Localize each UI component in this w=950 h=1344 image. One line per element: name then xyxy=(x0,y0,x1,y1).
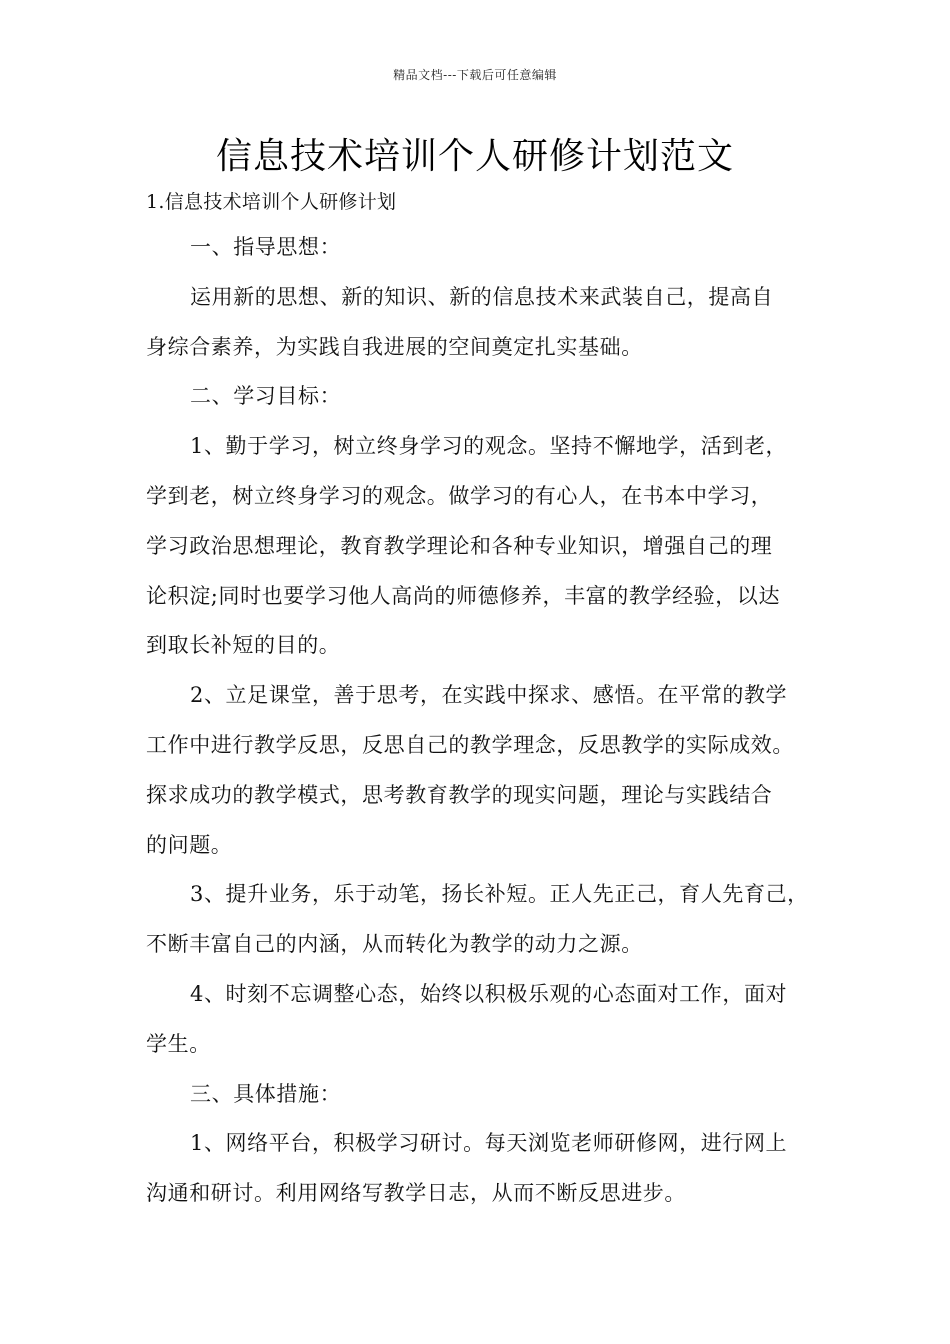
paragraph-line: 3、提升业务，乐于动笔，扬长补短。正人先正己，育人先育己， xyxy=(190,882,809,907)
document-title: 信息技术培训个人研修计划范文 xyxy=(215,136,734,177)
paragraph-line: 学到老，树立终身学习的观念。做学习的有心人，在书本中学习， xyxy=(146,483,773,508)
paragraph-line: 4、时刻不忘调整心态，始终以积极乐观的心态面对工作，面对 xyxy=(190,981,788,1006)
paragraph-line: 的问题。 xyxy=(146,832,233,857)
paragraph-line: 2、立足课堂，善于思考，在实践中探求、感悟。在平常的教学 xyxy=(190,683,788,708)
paragraph-line: 沟通和研讨。利用网络写教学日志，从而不断反思进步。 xyxy=(146,1181,686,1206)
header-note: 精品文档---下载后可任意编辑 xyxy=(393,68,557,82)
paragraph-line: 学习政治思想理论，教育教学理论和各种专业知识，增强自己的理 xyxy=(146,533,773,558)
paragraph-line: 身综合素养，为实践自我进展的空间奠定扎实基础。 xyxy=(146,334,643,359)
paragraph-line: 不断丰富自己的内涵，从而转化为教学的动力之源。 xyxy=(146,932,643,957)
document-body xyxy=(146,181,826,1219)
paragraph-line: 论积淀;同时也要学习他人高尚的师德修养，丰富的教学经验，以达 xyxy=(146,583,781,608)
paragraph-line: 1、网络平台，积极学习研讨。每天浏览老师研修网，进行网上 xyxy=(190,1131,788,1156)
paragraph-line: 到取长补短的目的。 xyxy=(146,633,341,658)
paragraph-line: 工作中进行教学反思，反思自己的教学理念，反思教学的实际成效。 xyxy=(146,732,794,757)
paragraph-line: 1、勤于学习，树立终身学习的观念。坚持不懈地学，活到老， xyxy=(190,434,788,459)
paragraph-line: 运用新的思想、新的知识、新的信息技术来武装自己，提高自 xyxy=(190,284,774,309)
heading-learning-goals: 二、学习目标： xyxy=(190,384,342,409)
paragraph-line: 学生。 xyxy=(146,1031,211,1056)
section-subtitle: 1.信息技术培训个人研修计划 xyxy=(146,191,397,213)
heading-specific-measures: 三、具体措施： xyxy=(190,1081,342,1106)
paragraph-line: 探求成功的教学模式，思考教育教学的现实问题，理论与实践结合 xyxy=(146,782,773,807)
heading-guiding-ideology: 一、指导思想： xyxy=(190,235,342,259)
